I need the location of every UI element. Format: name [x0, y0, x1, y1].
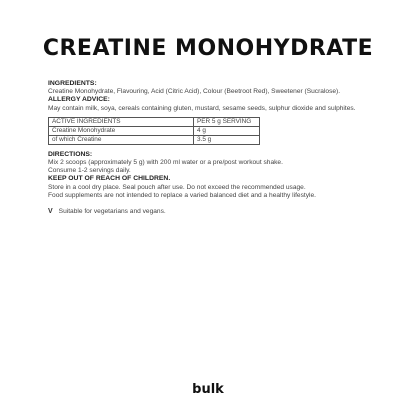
ingredients-heading: INGREDIENTS: — [48, 80, 97, 87]
label-content — [48, 80, 380, 216]
table-cell: Creatine Monohydrate — [49, 126, 194, 135]
ingredients-text: Creatine Monohydrate, Flavouring, Acid (Citric Acid), Colour (Beetroot Red), Sweetener (Sucralose). — [48, 88, 341, 96]
directions-heading: DIRECTIONS: — [48, 150, 93, 158]
active-ingredients-table — [48, 117, 260, 145]
table-row — [49, 135, 260, 144]
page-title: CREATINE MONOHYDRATE — [42, 36, 374, 61]
brand-logo: bulk — [192, 382, 224, 397]
table-cell: 3.5 g — [194, 135, 260, 144]
table-row — [49, 126, 260, 135]
vegetarian-text: Suitable for vegetarians and vegans. — [58, 208, 166, 216]
vegetarian-note — [48, 208, 380, 216]
vegetarian-icon: V — [48, 208, 53, 216]
table-header-cell: PER 5 g SERVING — [194, 117, 260, 126]
table-header-cell: ACTIVE INGREDIENTS — [49, 117, 194, 126]
storage-heading: KEEP OUT OF REACH OF CHILDREN. — [48, 175, 171, 183]
directions-line: Consume 1-2 servings daily. — [48, 167, 131, 175]
allergy-heading: ALLERGY ADVICE: — [48, 96, 110, 104]
directions-line: Mix 2 scoops (approximately 5 g) with 200 ml water or a pre/post workout shake. — [48, 159, 283, 167]
table-cell: of which Creatine — [49, 135, 194, 144]
allergy-text: May contain milk, soya, cereals containing gluten, mustard, sesame seeds, sulphur dioxide and sulphites. — [48, 104, 356, 112]
storage-line: Food supplements are not intended to replace a varied balanced diet and a healthy lifestyle. — [48, 191, 316, 199]
table-header-row — [49, 117, 260, 126]
table-cell: 4 g — [194, 126, 260, 135]
storage-line: Store in a cool dry place. Seal pouch after use. Do not exceed the recommended usage. — [48, 183, 306, 191]
